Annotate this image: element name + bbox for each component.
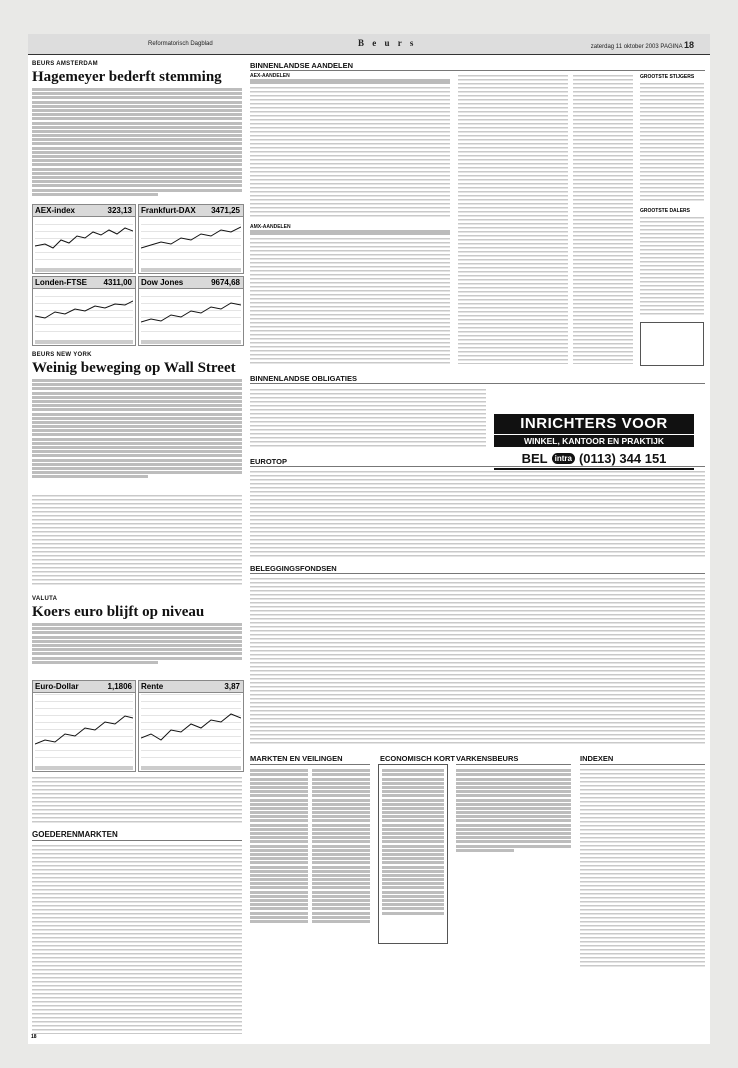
title-eurotop: EUROTOP <box>250 457 287 466</box>
table-grootste-stijgers <box>640 82 704 202</box>
table-grootste-dalers <box>640 216 704 316</box>
ad-line1: INRICHTERS VOOR <box>494 414 694 434</box>
title-obligaties: BINNENLANDSE OBLIGATIES <box>250 374 357 383</box>
article-body-valuta <box>32 623 242 664</box>
rule-varkensbeurs <box>456 764 571 765</box>
table-overige-aandelen-1 <box>458 74 568 364</box>
page-number-footer: 18 <box>31 1034 37 1040</box>
table-beleggingsfondsen <box>250 577 705 745</box>
title-grootste-dalers: GROOTSTE DALERS <box>640 208 691 214</box>
table-obligaties <box>250 388 486 448</box>
amx-table-head <box>250 230 450 235</box>
aex-table-head <box>250 79 450 84</box>
box-economisch-kort <box>378 764 448 944</box>
rule-goederen <box>32 840 242 841</box>
advertentie-box-small <box>640 322 704 366</box>
kicker-valuta: VALUTA <box>32 596 58 602</box>
table-aex-aandelen <box>250 86 450 219</box>
table-newyork-stocks <box>32 494 242 586</box>
rule-indexen <box>580 764 705 765</box>
headline-valuta: Koers euro blijft op niveau <box>32 604 205 620</box>
table-indexen <box>580 768 705 968</box>
rule-eurotop <box>250 466 705 467</box>
ad-line2: WINKEL, KANTOOR EN PRAKTIJK <box>494 435 694 447</box>
page-date: zaterdag 11 oktober 2003 PAGINA 18 <box>590 40 694 50</box>
chart-ftse: Londen-FTSE 4311,00 <box>32 276 136 346</box>
article-body-newyork <box>32 379 242 478</box>
chart-dow: Dow Jones 9674,68 <box>138 276 244 346</box>
article-body <box>32 88 242 196</box>
title-economisch-kort: ECONOMISCH KORT <box>380 754 455 763</box>
article-valuta <box>32 596 242 665</box>
kicker-amsterdam: BEURS AMSTERDAM <box>32 61 98 67</box>
paper-name: Reformatorisch Dagblad <box>148 41 213 47</box>
dax-line <box>141 218 241 266</box>
table-amx-aandelen <box>250 237 450 364</box>
title-markten: MARKTEN EN VEILINGEN <box>250 754 343 763</box>
headline-newyork: Weinig beweging op Wall Street <box>32 360 236 376</box>
chart-rente: Rente 3,87 <box>138 680 244 772</box>
rule-aandelen <box>250 70 705 71</box>
eurodollar-line <box>35 694 133 764</box>
title-beleggingsfondsen: BELEGGINGSFONDSEN <box>250 564 337 573</box>
markten-col2 <box>312 768 370 924</box>
table-valuta-rates <box>32 776 242 824</box>
article-amsterdam <box>32 61 242 197</box>
varkensbeurs-body <box>456 768 571 853</box>
chart-dax: Frankfurt-DAX 3471,25 <box>138 204 244 274</box>
title-amx-fondsen: AMX-AANDELEN <box>250 224 291 230</box>
title-aandelen: BINNENLANDSE AANDELEN <box>250 61 354 70</box>
table-overige-aandelen-2 <box>573 74 633 364</box>
dow-line <box>141 290 241 338</box>
section-name: B e u r s <box>358 38 417 48</box>
article-newyork <box>32 352 242 480</box>
chart-aex: AEX-index 323,13 <box>32 204 136 274</box>
markten-col1 <box>250 768 308 924</box>
kicker-newyork: BEURS NEW YORK <box>32 352 92 358</box>
table-goederenmarkten <box>32 844 242 1034</box>
intra-logo: intra <box>552 453 575 464</box>
title-goederenmarkten: GOEDERENMARKTEN <box>32 830 118 839</box>
header-rule <box>28 54 710 55</box>
rule-markten <box>250 764 370 765</box>
newspaper-page <box>28 34 710 1044</box>
title-varkensbeurs: VARKENSBEURS <box>456 754 519 763</box>
ad-phone: BEL intra (0113) 344 151 <box>521 450 667 466</box>
headline-amsterdam: Hagemeyer bederft stemming <box>32 69 222 85</box>
chart-eurodollar: Euro-Dollar 1,1806 <box>32 680 136 772</box>
title-indexen: INDEXEN <box>580 754 614 763</box>
page-header <box>28 34 710 54</box>
rule-obligaties <box>250 383 705 384</box>
rule-beleggingsfondsen <box>250 573 705 574</box>
ftse-line <box>35 290 133 338</box>
aex-line <box>35 218 133 266</box>
title-aex-fondsen: AEX-AANDELEN <box>250 73 290 79</box>
table-eurotop <box>250 470 705 558</box>
title-grootste-stijgers: GROOTSTE STIJGERS <box>640 74 695 80</box>
rente-line <box>141 694 241 764</box>
